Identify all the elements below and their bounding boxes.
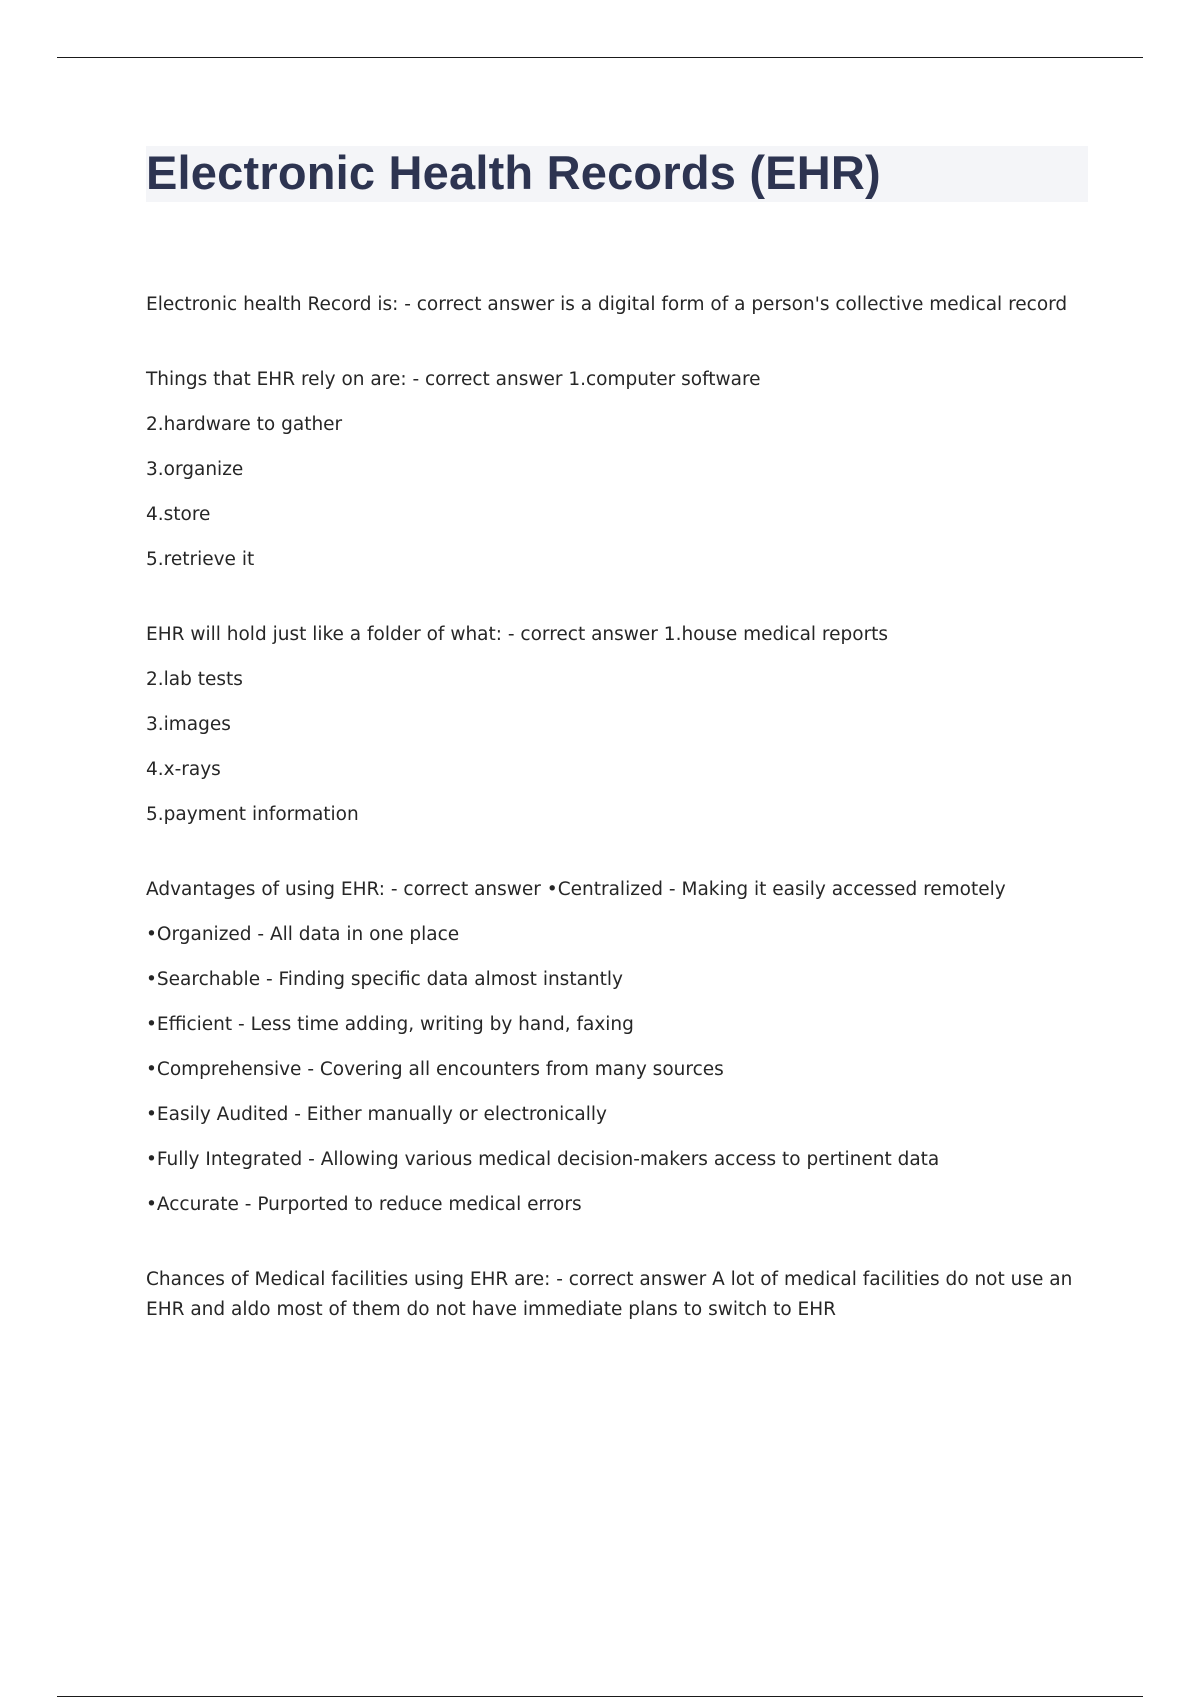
qa-line: Chances of Medical facilities using EHR are: - correct answer A lot of medical facilities do not use an EHR and aldo most of them do not have immediate plans to switch to EHR: [146, 1269, 1073, 1320]
qa-line: •Fully Integrated - Allowing various medical decision-makers access to pertinent data: [146, 1149, 940, 1170]
qa-line: 2.lab tests: [146, 669, 243, 690]
qa-line: 3.organize: [146, 459, 244, 480]
qa-entry-ehr-rely-on: [146, 365, 1096, 575]
qa-entry-definition: [146, 290, 1096, 320]
qa-line: •Accurate - Purported to reduce medical errors: [146, 1194, 582, 1215]
header-rule: [57, 57, 1143, 58]
qa-line: •Comprehensive - Covering all encounters from many sources: [146, 1059, 724, 1080]
qa-line: Advantages of using EHR: - correct answer •Centralized - Making it easily accessed remotely: [146, 879, 1006, 900]
qa-line: 5.retrieve it: [146, 549, 255, 570]
qa-line: 2.hardware to gather: [146, 414, 343, 435]
qa-line: 4.store: [146, 504, 211, 525]
qa-line: 4.x-rays: [146, 759, 221, 780]
qa-entry-ehr-folder: [146, 620, 1096, 830]
document-title: Electronic Health Records (EHR): [146, 146, 881, 199]
qa-line: 3.images: [146, 714, 231, 735]
qa-line: EHR will hold just like a folder of what: - correct answer 1.house medical reports: [146, 624, 889, 645]
qa-line: Electronic health Record is: - correct answer is a digital form of a person's collective medical record: [146, 294, 1068, 315]
qa-entry-advantages: [146, 875, 1096, 1220]
qa-line: Things that EHR rely on are: - correct answer 1.computer software: [146, 369, 761, 390]
qa-entry-facilities: [146, 1265, 1096, 1325]
document-body: [146, 290, 1096, 1370]
qa-line: •Searchable - Finding specific data almost instantly: [146, 969, 623, 990]
footer-rule: [57, 1696, 1143, 1697]
qa-line: 5.payment information: [146, 804, 359, 825]
qa-line: •Organized - All data in one place: [146, 924, 460, 945]
qa-line: •Efficient - Less time adding, writing by hand, faxing: [146, 1014, 634, 1035]
qa-line: •Easily Audited - Either manually or electronically: [146, 1104, 607, 1125]
